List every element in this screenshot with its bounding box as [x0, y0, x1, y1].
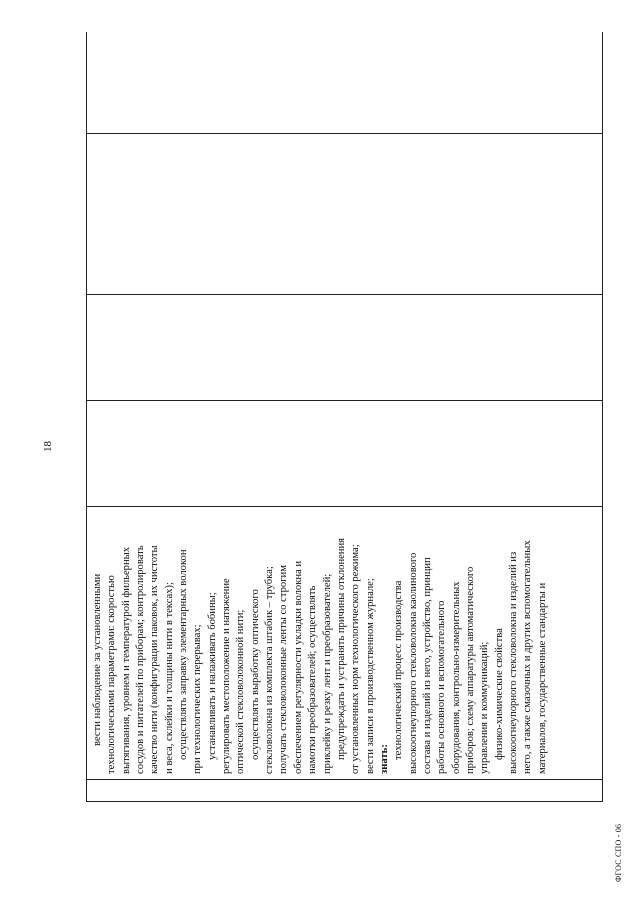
text-line: качество нити (конфигурации паковок, их чистоты: [149, 545, 161, 774]
text-line: вести записи в производственном журнале;: [364, 578, 376, 774]
text-line: высокоогнеупорного стекловолокна и изделий из: [507, 551, 519, 774]
text-line: от установленных норм технологического режима;: [350, 544, 362, 774]
text-line: материалов, государственные стандарты и: [536, 582, 548, 774]
text-line: и веса, склейки и толщины нити в тексах);: [163, 582, 175, 774]
table-cell-index: [87, 780, 603, 802]
page-number: 18: [42, 441, 54, 452]
text-line: стекловолокна из комплекта штабик – трубка;: [264, 566, 276, 774]
text-line: при технологических перерывах;: [192, 624, 204, 774]
text-line: высокоогнеупорного стекловолокна каолинового: [407, 552, 419, 774]
section-label-know: знать:: [378, 744, 390, 774]
text-line: предупреждать и устранять причины отклонения: [335, 537, 347, 760]
text-line: работы основного и вспомогательного: [436, 600, 448, 774]
text-line: устанавливать и налаживать бобины;: [206, 592, 218, 760]
table-cell-empty: [87, 134, 603, 295]
text-line: оптической стекловолоконной нити;: [235, 609, 247, 774]
table-cell-requirements: [87, 507, 603, 780]
text-line: регулировать местоположение и натяжение: [221, 578, 233, 774]
text-line: физико-химические свойства: [493, 628, 505, 760]
table-cell-empty: [87, 295, 603, 401]
document-code: ФГОС СПО - 06: [614, 823, 623, 882]
competency-table-rotated: [86, 32, 603, 802]
text-line: сосудов и питателей по приборам; контролировать: [135, 545, 147, 774]
text-line: обеспечением регулярности укладки волокна и: [292, 560, 304, 774]
text-line: технологическими параметрами: скоростью: [106, 575, 118, 774]
table-row: [87, 32, 603, 802]
text-line: намотки преобразователей; осуществлять: [307, 585, 319, 774]
text-line: осуществлять выработку оптического: [249, 589, 261, 760]
text-line: вести наблюдение за установленными: [92, 573, 103, 746]
table-cell-empty: [87, 401, 603, 507]
text-line: оборудования, контрольно-измерительных: [450, 581, 462, 774]
table-cell-empty: [87, 32, 603, 134]
competency-table: [86, 32, 603, 802]
text-line: него, а также смазочных и других вспомогательных: [522, 540, 534, 774]
requirements-text: [87, 507, 552, 779]
text-line: получать стекловолоконные ленты со строгим: [278, 565, 290, 774]
text-line: приклейку и резку лент и преобразователей;: [321, 573, 333, 774]
table-grid: [86, 32, 603, 802]
text-line: состава и изделий из него, устройство, принцип: [421, 557, 433, 774]
text-line: технологический процесс производства: [393, 580, 405, 760]
text-line: управления и коммуникаций;: [479, 641, 491, 774]
text-line: приборов; схему аппаратуры автоматического: [464, 566, 476, 774]
text-line: вытягивания, уровнем и температурой фильерных: [120, 546, 132, 774]
text-line: осуществлять заправку элементарных волокон: [178, 549, 190, 760]
